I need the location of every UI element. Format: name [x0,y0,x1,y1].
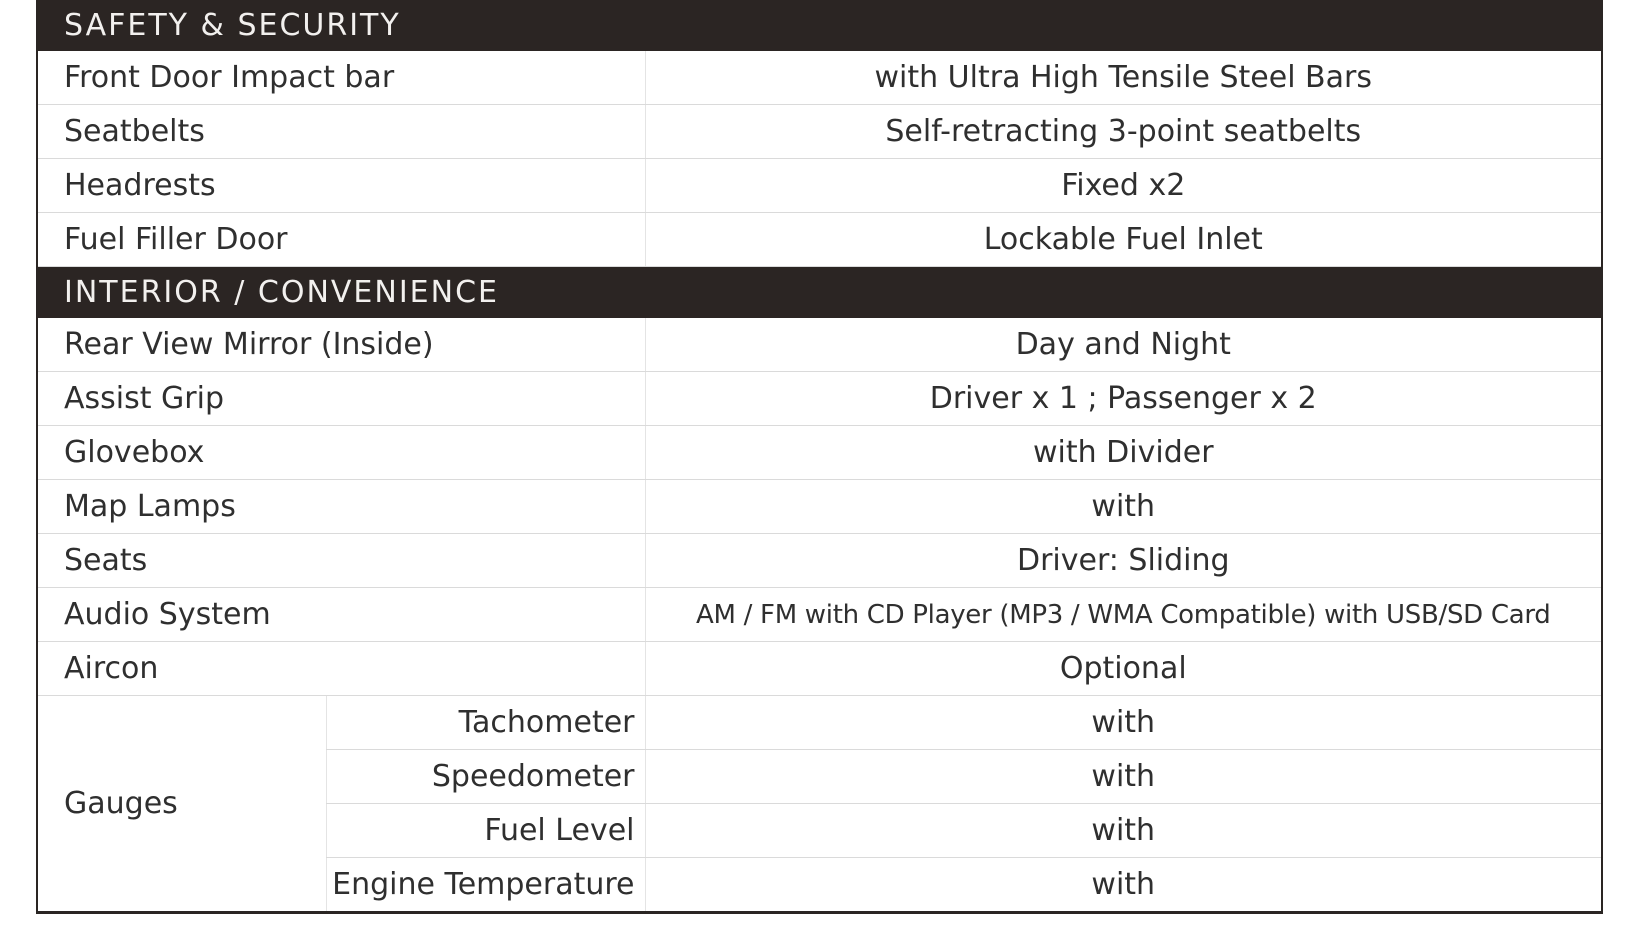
feature-label: Fuel Filler Door [37,213,645,267]
feature-label: Assist Grip [37,372,645,426]
feature-value: AM / FM with CD Player (MP3 / WMA Compatible) with USB/SD Card [645,588,1602,642]
table-row [37,213,1602,267]
table-row [37,426,1602,480]
gauge-name: Fuel Level [326,804,645,858]
feature-label: Map Lamps [37,480,645,534]
feature-value: with Ultra High Tensile Steel Bars [645,51,1602,105]
feature-label: Headrests [37,159,645,213]
table-row [37,534,1602,588]
specifications-table [36,0,1603,914]
feature-value: Driver: Sliding [645,534,1602,588]
feature-label: Audio System [37,588,645,642]
feature-label: Front Door Impact bar [37,51,645,105]
gauge-name: Tachometer [326,696,645,750]
feature-value: Optional [645,642,1602,696]
table-row [37,642,1602,696]
gauge-name: Speedometer [326,750,645,804]
table-row [37,480,1602,534]
feature-label: Rear View Mirror (Inside) [37,318,645,372]
feature-label: Glovebox [37,426,645,480]
feature-label: Seatbelts [37,105,645,159]
table-row [37,588,1602,642]
feature-value: Self-retracting 3-point seatbelts [645,105,1602,159]
gauge-value: with [645,858,1602,913]
feature-value: with Divider [645,426,1602,480]
feature-value: with [645,480,1602,534]
feature-value: Lockable Fuel Inlet [645,213,1602,267]
feature-value: Day and Night [645,318,1602,372]
feature-value: Driver x 1 ; Passenger x 2 [645,372,1602,426]
section-title: SAFETY & SECURITY [37,0,1602,51]
feature-label: Aircon [37,642,645,696]
table-row [37,51,1602,105]
table-row [37,105,1602,159]
gauge-name: Engine Temperature [326,858,645,913]
feature-value: Fixed x2 [645,159,1602,213]
table-row [37,159,1602,213]
table-row [37,318,1602,372]
feature-label: Seats [37,534,645,588]
gauge-value: with [645,804,1602,858]
gauge-value: with [645,696,1602,750]
table-row [37,696,1602,750]
table-row [37,372,1602,426]
section-title: INTERIOR / CONVENIENCE [37,267,1602,319]
section-header-interior [37,267,1602,319]
section-header-safety [37,0,1602,51]
gauge-value: with [645,750,1602,804]
gauges-group-label: Gauges [64,786,178,821]
